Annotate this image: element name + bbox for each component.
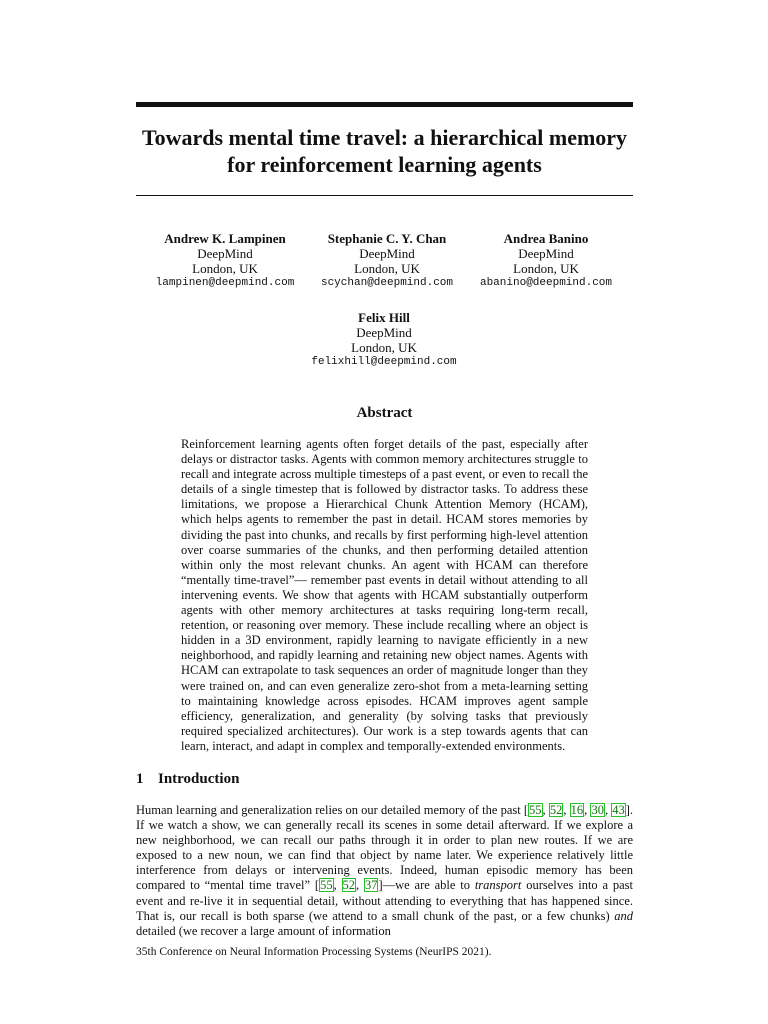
paragraph-text: ]. If we watch a show, we can generally recall its scenes in some detail afterward. If we explore a new neighborhood, we can recall our paths through it in order to plan new routes. If we are exposed to a new noun, we can find that object by name later. We experience relatively little interference from delays or intervening events. Indeed, human episodic memory has been compared to “mental time travel” [ [136, 803, 634, 893]
author-email[interactable]: felixhill@deepmind.com [311, 356, 457, 368]
title-line-1: Towards mental time travel: a hierarchical memory [141, 125, 628, 150]
paragraph-text: detailed (we recover a large amount of information [136, 923, 391, 938]
author-location: London, UK [354, 261, 420, 276]
author-block-3 [446, 231, 646, 291]
emphasis-text: and [614, 908, 633, 923]
author-email[interactable]: scychan@deepmind.com [320, 277, 454, 289]
author-affiliation: DeepMind [356, 325, 412, 340]
author-affiliation: DeepMind [518, 246, 574, 261]
abstract-heading: Abstract [356, 405, 413, 421]
citation-link[interactable]: 52 [549, 803, 563, 817]
author-name: Andrew K. Lampinen [164, 231, 286, 246]
section-heading-introduction [136, 770, 633, 788]
citation-link[interactable]: 55 [320, 878, 333, 893]
emphasis-text: transport [474, 878, 522, 893]
conference-footnote: 35th Conference on Neural Information Processing Systems (NeurIPS 2021). [136, 946, 492, 958]
title-bottom-rule [136, 195, 633, 196]
paper-title [136, 124, 633, 178]
paragraph-text: Human learning and generalization relies on our detailed memory of the past [ [136, 803, 529, 817]
author-location: London, UK [351, 340, 417, 355]
citation-link[interactable]: 37 [364, 878, 378, 893]
citation-link[interactable]: 30 [591, 803, 604, 817]
citation-link[interactable]: 52 [342, 878, 356, 893]
author-affiliation: DeepMind [197, 246, 253, 261]
author-affiliation: DeepMind [359, 246, 415, 261]
title-top-rule [136, 102, 633, 107]
citation-link[interactable]: 55 [529, 803, 542, 817]
introduction-paragraph: Human learning and generalization relies on our detailed memory of the past [55, 52, 16, 30, 43]. If we watch a show, we can generally recall its scenes in some detail afterward. If we explore a new neighborhood, we can recall our paths through it in order to plan new routes. If we are exposed to a new noun, we can find that object by name later. We experience relatively little interference from delays or intervening events. Indeed, human episodic memory has been compared to “mental time travel” [55, 52, 37]—we are able to transport ourselves into a past event and re-live it in sequential detail, without attending to everything that has happened since. That is, our recall is both sparse (we attend to a small chunk of the past, or a few chunks) and detailed (we recover a large amount of information [136, 803, 634, 938]
paragraph-text: ]—we are able to [378, 878, 475, 893]
author-name: Andrea Banino [503, 231, 589, 246]
paragraph-text: ourselves into a past event and re-live it in sequential detail, without attending to everything that has happened since. That is, our recall is both sparse (we attend to a small chunk of the past, or a few chunks) [136, 878, 634, 923]
abstract-text: Reinforcement learning agents often forget details of the past, especially after delays or distractor tasks. Agents with common memory architectures struggle to recall and integrate across multiple timesteps of a past event, or even to recall the details of a single timestep that is followed by distractor tasks. To address these limitations, we propose a Hierarchical Chunk Attention Memory (HCAM), which helps agents to remember the past in detail. HCAM stores memories by dividing the past into chunks, and recalls by first performing high-level attention over coarse summaries of the chunks, and then performing detailed attention within only the most relevant chunks. An agent with HCAM can therefore “mentally time-travel”— remember past events in detail without attending to all intervening events. We show that agents with HCAM substantially outperform agents with other memory architectures at tasks requiring long-term recall, retention, or reasoning over memory. These include recalling where an object is hidden in a 3D environment, rapidly learning to navigate efficiently in a new neighborhood, and rapidly learning and retaining new object names. Agents with HCAM can extrapolate to task sequences an order of magnitude longer than they were trained on, and can even generalize zero-shot from a meta-learning setting to maintaining knowledge across episodes. HCAM improves agent sample efficiency, generalization, and generality (by solving tasks that previously required specialized architectures). Our work is a step towards agents that can learn, interact, and adapt in complex and temporally-extended environments. [181, 437, 588, 753]
author-location: London, UK [513, 261, 579, 276]
author-name: Stephanie C. Y. Chan [327, 231, 447, 246]
title-line-2: for reinforcement learning agents [227, 152, 542, 177]
author-email[interactable]: lampinen@deepmind.com [155, 277, 295, 289]
author-email[interactable]: abanino@deepmind.com [479, 277, 613, 289]
citation-link[interactable]: 43 [612, 803, 625, 817]
author-block-4 [284, 310, 484, 370]
author-location: London, UK [192, 261, 258, 276]
section-title: Introduction [158, 771, 240, 787]
section-number: 1 [136, 771, 144, 787]
citation-link[interactable]: 16 [570, 803, 584, 817]
author-name: Felix Hill [358, 310, 410, 325]
